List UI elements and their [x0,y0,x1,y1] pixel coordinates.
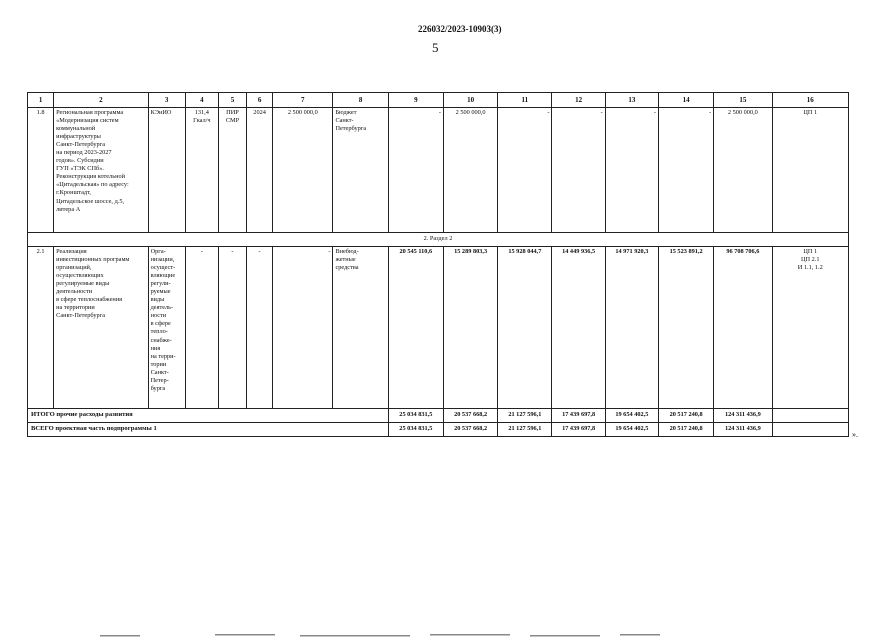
funding-source: Внебюд- жетные средства [333,247,388,409]
total-value: 21 127 596,1 [498,409,552,423]
column-number-row [28,93,849,108]
value-cell: 2 500 000,0 [443,108,497,233]
year: 2024 [247,108,273,233]
section-row [28,233,849,247]
total-value: 20 517 240,8 [658,409,713,423]
value-cell: - [552,108,605,233]
column-number: 11 [498,93,552,108]
total-value: 124 311 436,9 [714,409,772,423]
total-row [28,423,849,437]
value-cell: 20 545 110,6 [388,247,443,409]
total-value: 25 034 831,5 [388,409,443,423]
column-number: 6 [247,93,273,108]
page-number: 5 [432,40,439,55]
indicator-code: ЦП 1 ЦП 2.1 И 1.1, 1.2 [772,247,848,409]
value-cell: 15 289 803,3 [443,247,497,409]
capacity: 131,4 Гкал/ч [185,108,218,233]
column-number: 15 [714,93,772,108]
column-number: 4 [185,93,218,108]
value-cell: 15 928 044,7 [498,247,552,409]
column-number: 10 [443,93,497,108]
total-label: ИТОГО прочие расходы развития [28,409,389,423]
column-number: 14 [658,93,713,108]
total-value: 25 034 831,5 [388,423,443,437]
measure-description: Региональная программа «Модернизация систем коммунальной инфраструктуры Санкт-Петербурга на период 2023-2027 годов». Субсидии ГУП «ТЭК СПб». Реконструкция котельной «Цитадельская» по адресу: г.Кронштадт, Цитадельское шоссе, д.5, литера А [54,108,148,233]
total-value: 19 654 402,5 [605,409,658,423]
value-cell: - [498,108,552,233]
column-number: 5 [218,93,246,108]
column-number: 12 [552,93,605,108]
column-number: 9 [388,93,443,108]
capacity: - [185,247,218,409]
scan-noise [0,630,887,640]
stage: ПИР СМР [218,108,246,233]
column-number: 1 [28,93,54,108]
measure-description: Реализация инвестиционных программ организаций, осуществляющих регулируемые виды деятельности в сфере теплоснабжения на территории Санкт-Петербурга [54,247,148,409]
year: - [247,247,273,409]
cost: - [273,247,333,409]
stage: - [218,247,246,409]
value-cell: - [388,108,443,233]
total-empty [772,409,848,423]
total-row [28,409,849,423]
cost: 2 500 000,0 [273,108,333,233]
executor: Орга- низации, осущест- вляющие регули- руемые виды деятель- ности в сфере тепло- снабже- ния на терри- тории Санкт- Петер- бурга [148,247,185,409]
document-number: 226032/2023-10903(3) [418,24,502,34]
indicator-code: ЦП 1 [772,108,848,233]
closing-quote-mark: ». [852,430,858,439]
column-number: 8 [333,93,388,108]
column-number: 2 [54,93,148,108]
total-value: 17 439 697,8 [552,409,605,423]
total-value: 20 537 668,2 [443,409,497,423]
column-number: 13 [605,93,658,108]
total-value: 17 439 697,8 [552,423,605,437]
program-table [27,92,849,437]
value-cell: 15 523 891,2 [658,247,713,409]
table-row [28,108,849,233]
column-number: 3 [148,93,185,108]
column-number: 16 [772,93,848,108]
value-cell: 2 500 000,0 [714,108,772,233]
total-empty [772,423,848,437]
total-value: 124 311 436,9 [714,423,772,437]
total-value: 19 654 402,5 [605,423,658,437]
total-value: 20 517 240,8 [658,423,713,437]
value-cell: - [605,108,658,233]
total-label: ВСЕГО проектная часть подпрограммы 1 [28,423,389,437]
value-cell: 14 449 936,5 [552,247,605,409]
row-number: 1.8 [28,108,54,233]
row-number: 2.1 [28,247,54,409]
total-value: 21 127 596,1 [498,423,552,437]
value-cell: 96 708 706,6 [714,247,772,409]
funding-source: Бюджет Санкт- Петербурга [333,108,388,233]
value-cell: 14 971 920,3 [605,247,658,409]
executor: КЭиИО [148,108,185,233]
section-title: 2. Раздел 2 [28,233,849,247]
column-number: 7 [273,93,333,108]
value-cell: - [658,108,713,233]
total-value: 20 537 668,2 [443,423,497,437]
table-row [28,247,849,409]
